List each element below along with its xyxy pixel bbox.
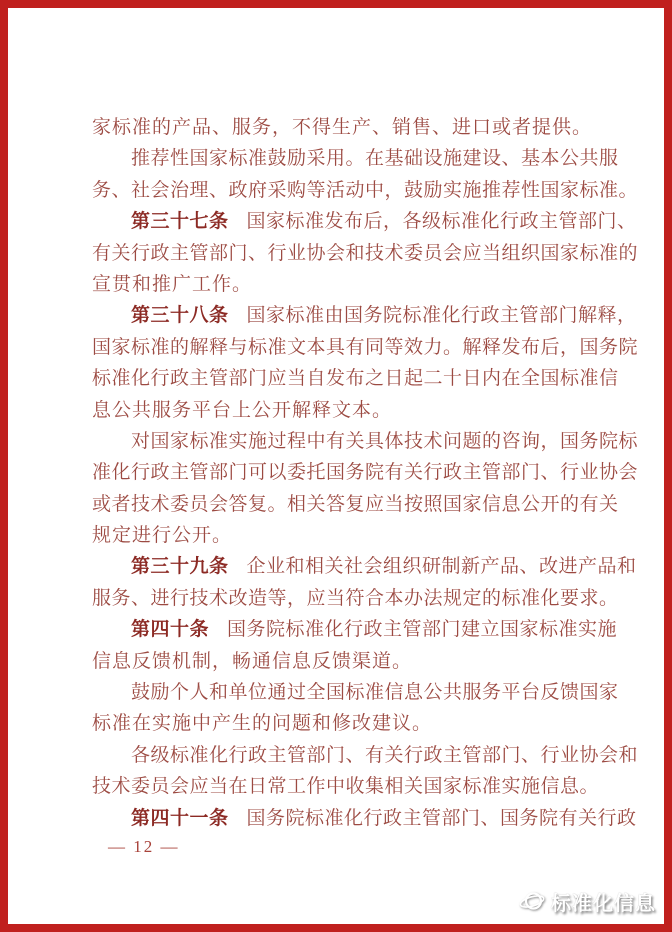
line-text: 推荐性国家标准鼓励采用。在基础设施建设、基本公共服 — [131, 148, 619, 170]
line-text: 标准在实施中产生的问题和修改建议。 — [92, 713, 433, 735]
text-line — [92, 457, 639, 488]
text-line — [92, 489, 619, 520]
line-text: 鼓励个人和单位通过全国标准信息公共服务平台反馈国家 — [131, 682, 619, 704]
line-text: 息公共服务平台上公开解释文本。 — [92, 399, 393, 421]
line-text: 务、社会治理、政府采购等活动中，鼓励实施推荐性国家标准。 — [92, 179, 639, 201]
line-text: 国家标准的解释与标准文本具有同等效力。解释发布后，国务院 — [92, 336, 639, 358]
text-line — [92, 771, 600, 802]
line-text: 信息反馈机制，畅通信息反馈渠道。 — [92, 650, 413, 672]
text-line — [92, 175, 639, 206]
text-line — [92, 143, 619, 174]
text-line — [92, 520, 583, 551]
text-line — [92, 583, 619, 614]
article-number: 第三十七条 — [131, 211, 229, 233]
text-line — [92, 677, 619, 708]
watermark — [519, 889, 656, 918]
text-line — [92, 740, 639, 771]
line-text: 对国家标准实施过程中有关具体技术问题的咨询，国务院标 — [131, 430, 639, 452]
text-line — [92, 551, 637, 582]
line-text: 有关行政主管部门、行业协会和技术委员会应当组织国家标准的 — [92, 242, 639, 264]
article-number: 第三十八条 — [131, 305, 229, 327]
line-text: 国务院标准化行政主管部门、国务院有关行政 — [246, 807, 637, 829]
watermark-text: 标准化信息 — [551, 892, 656, 915]
text-line — [92, 300, 637, 331]
text-line — [92, 206, 637, 237]
line-text: 企业和相关社会组织研制新产品、改进产品和 — [246, 556, 637, 578]
line-text: 家标准的产品、服务，不得生产、销售、进口或者提供。 — [92, 117, 593, 138]
line-text: 标准化行政主管部门应当自发布之日起二十日内在全国标准信 — [92, 368, 619, 390]
article-number: 第四十条 — [131, 619, 210, 641]
line-text: 准化行政主管部门可以委托国务院有关行政主管部门、行业协会 — [92, 462, 639, 484]
document-body — [92, 112, 639, 834]
globe-orbit-icon — [519, 889, 545, 918]
text-line — [92, 646, 583, 677]
text-line — [92, 614, 618, 645]
text-line — [92, 426, 639, 457]
page-number: — 12 — — [108, 837, 180, 856]
text-line — [92, 238, 639, 269]
text-line — [92, 332, 639, 363]
line-text: 规定进行公开。 — [92, 525, 233, 547]
line-text: 服务、进行技术改造等，应当符合本办法规定的标准化要求。 — [92, 587, 619, 609]
text-line — [92, 803, 637, 834]
line-text: 宣贯和推广工作。 — [92, 273, 253, 295]
line-text: 国家标准由国务院标准化行政主管部门解释， — [246, 305, 637, 327]
text-line — [92, 112, 593, 143]
line-text: 国家标准发布后，各级标准化行政主管部门、 — [246, 211, 637, 233]
line-text: 技术委员会应当在日常工作中收集相关国家标准实施信息。 — [92, 776, 600, 798]
line-text: 各级标准化行政主管部门、有关行政主管部门、行业协会和 — [131, 744, 639, 766]
article-number: 第三十九条 — [131, 556, 229, 578]
text-line — [92, 363, 619, 394]
line-text: 或者技术委员会答复。相关答复应当按照国家信息公开的有关 — [92, 493, 619, 515]
article-number: 第四十一条 — [131, 807, 229, 829]
line-text: 国务院标准化行政主管部门建立国家标准实施 — [227, 619, 618, 641]
text-line — [92, 395, 583, 426]
text-line — [92, 269, 583, 300]
text-line — [92, 708, 583, 739]
